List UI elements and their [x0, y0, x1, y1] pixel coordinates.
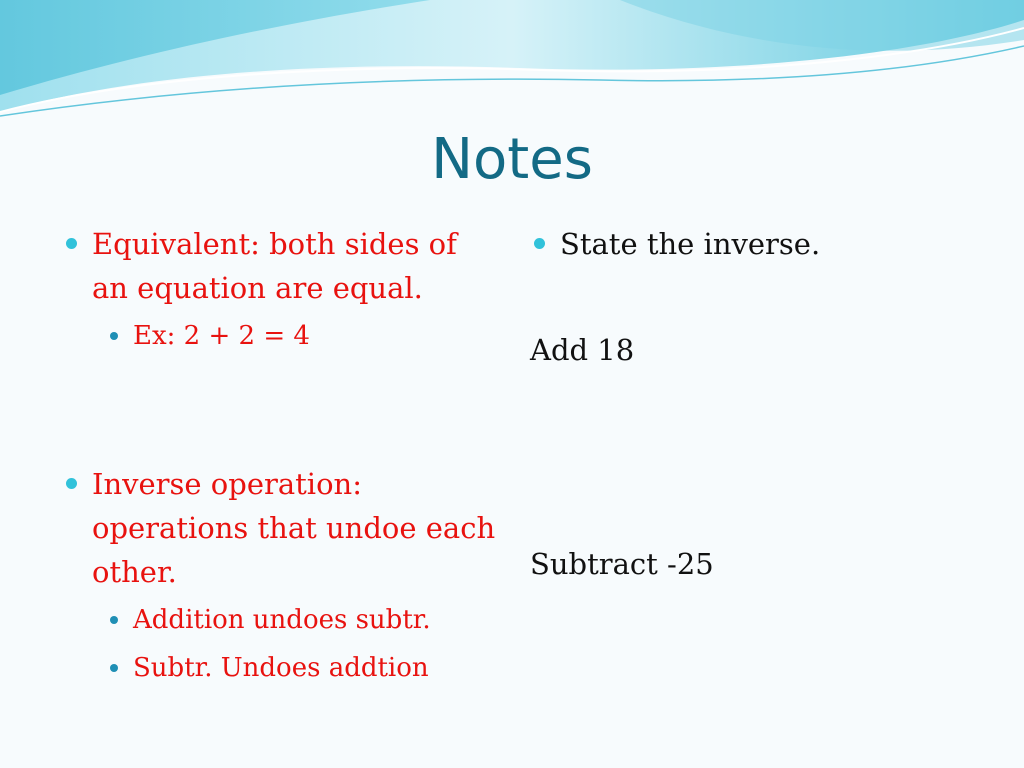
- bullet-inverse-operation: [62, 462, 502, 594]
- sub-bullet-dot: [110, 616, 118, 624]
- bullet-text: Inverse operation: operations that undoe each other.: [92, 467, 496, 589]
- sub-bullet-text: Ex: 2 + 2 = 4: [133, 321, 310, 351]
- bullet-text: State the inverse.: [560, 227, 821, 261]
- sub-bullet-addition: [62, 596, 502, 644]
- sub-bullet-text: Addition undoes subtr.: [133, 605, 431, 635]
- bullet-dot: [66, 478, 77, 489]
- header-wave-decoration: [0, 0, 1024, 120]
- item-add-18: Add 18: [530, 333, 635, 367]
- left-column: [62, 222, 502, 692]
- sub-bullet-text: Subtr. Undoes addtion: [133, 653, 429, 683]
- bullet-state-inverse: [530, 222, 990, 266]
- sub-bullet-example: [62, 312, 502, 360]
- bullet-dot: [66, 238, 77, 249]
- slide-title: Notes: [431, 127, 593, 192]
- sub-bullet-dot: [110, 332, 118, 340]
- bullet-dot: [534, 238, 545, 249]
- bullet-text: Equivalent: both sides of an equation are equal.: [92, 227, 457, 305]
- sub-bullet-subtraction: [62, 644, 502, 692]
- right-column: [530, 222, 990, 584]
- sub-bullet-dot: [110, 664, 118, 672]
- item-subtract-25: Subtract -25: [530, 547, 714, 581]
- bullet-equivalent: [62, 222, 502, 310]
